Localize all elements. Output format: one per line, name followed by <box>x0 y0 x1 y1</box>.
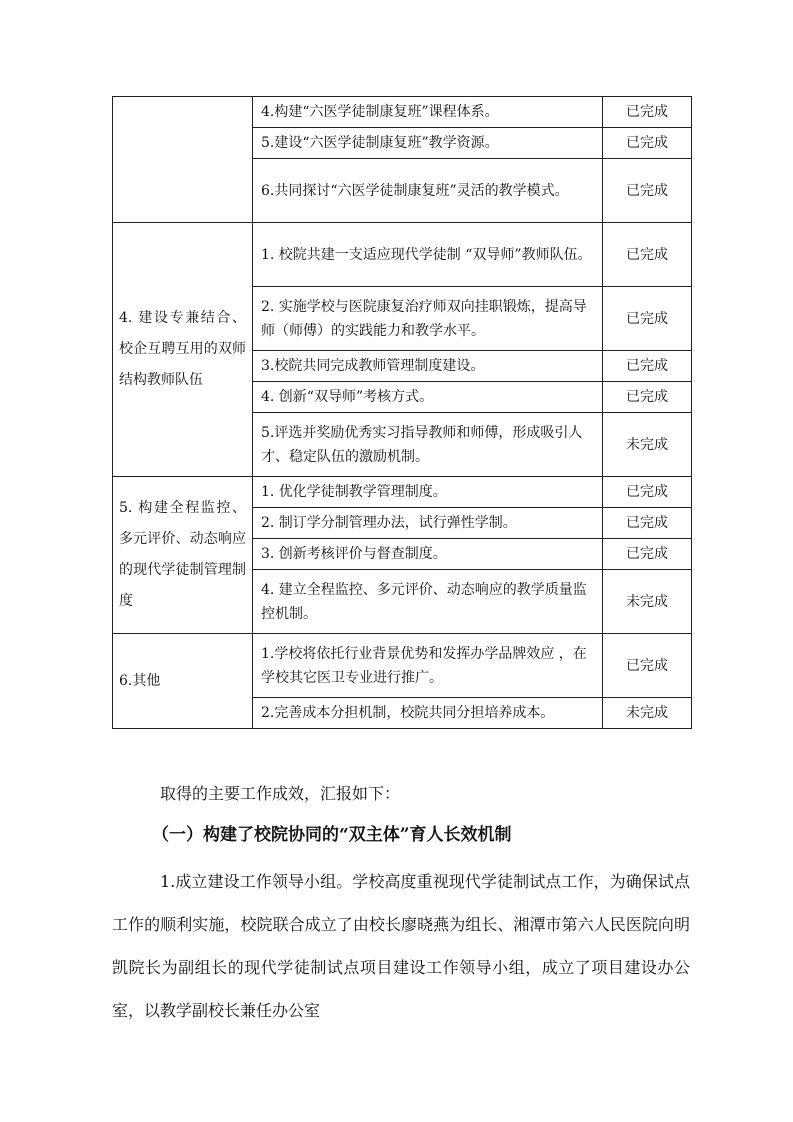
task-item: 2. 实施学校与医院康复治疗师双向挂职锻炼，提高导师（师傅）的实践能力和教学水平。 <box>253 287 603 351</box>
task-item: 4. 创新“双导师”考核方式。 <box>253 382 603 413</box>
table-row <box>113 97 692 128</box>
status-cell: 已完成 <box>603 287 692 351</box>
task-item: 3.校院共同完成教师管理制度建设。 <box>253 351 603 382</box>
intro-text: 取得的主要工作成效，汇报如下： <box>160 784 401 803</box>
task-item: 5.建设“六医学徒制康复班”教学资源。 <box>253 128 603 159</box>
body-paragraph: 1.成立建设工作领导小组。学校高度重视现代学徒制试点工作，为确保试点工作的顺利实施，校院联合成立了由校长廖晓燕为组长、湘潭市第六人民医院向明凯院长为副组长的现代学徒制试点项目建设工作领导小组，成立了项目建设办公室，以教学副校长兼任办公室 <box>112 872 690 1020</box>
status-cell: 未完成 <box>603 413 692 477</box>
table-row <box>113 223 692 287</box>
status-cell: 已完成 <box>603 382 692 413</box>
status-cell: 未完成 <box>603 698 692 729</box>
category-cell: 5. 构建全程监控、多元评价、动态响应的现代学徒制管理制度 <box>113 477 253 634</box>
status-cell: 已完成 <box>603 634 692 698</box>
status-cell: 已完成 <box>603 159 692 223</box>
task-item: 2.完善成本分担机制，校院共同分担培养成本。 <box>253 698 603 729</box>
category-cell <box>113 97 253 223</box>
task-item: 3. 创新考核评价与督查制度。 <box>253 539 603 570</box>
task-item: 4. 建立全程监控、多元评价、动态响应的教学质量监控机制。 <box>253 570 603 634</box>
task-progress-table <box>112 96 692 729</box>
status-cell: 已完成 <box>603 97 692 128</box>
section-heading: （一）构建了校院协同的“双主体”育人长效机制 <box>152 825 512 845</box>
task-item: 6.共同探讨“六医学徒制康复班”灵活的教学模式。 <box>253 159 603 223</box>
task-item: 4.构建“六医学徒制康复班”课程体系。 <box>253 97 603 128</box>
task-item: 1. 优化学徒制教学管理制度。 <box>253 477 603 508</box>
status-cell: 已完成 <box>603 223 692 287</box>
status-cell: 已完成 <box>603 508 692 539</box>
status-cell: 已完成 <box>603 539 692 570</box>
category-cell: 6.其他 <box>113 634 253 729</box>
status-cell: 已完成 <box>603 477 692 508</box>
status-cell: 已完成 <box>603 351 692 382</box>
table-row <box>113 477 692 508</box>
status-cell: 未完成 <box>603 570 692 634</box>
status-cell: 已完成 <box>603 128 692 159</box>
task-item: 1.学校将依托行业背景优势和发挥办学品牌效应 ，在学校其它医卫专业进行推广。 <box>253 634 603 698</box>
task-item: 5.评选并奖励优秀实习指导教师和师傅，形成吸引人才、稳定队伍的激励机制。 <box>253 413 603 477</box>
table-row <box>113 634 692 698</box>
task-item: 2. 制订学分制管理办法，试行弹性学制。 <box>253 508 603 539</box>
task-item: 1. 校院共建一支适应现代学徒制 “双导师”教师队伍。 <box>253 223 603 287</box>
category-cell: 4. 建设专兼结合、校企互聘互用的双师结构教师队伍 <box>113 223 253 477</box>
